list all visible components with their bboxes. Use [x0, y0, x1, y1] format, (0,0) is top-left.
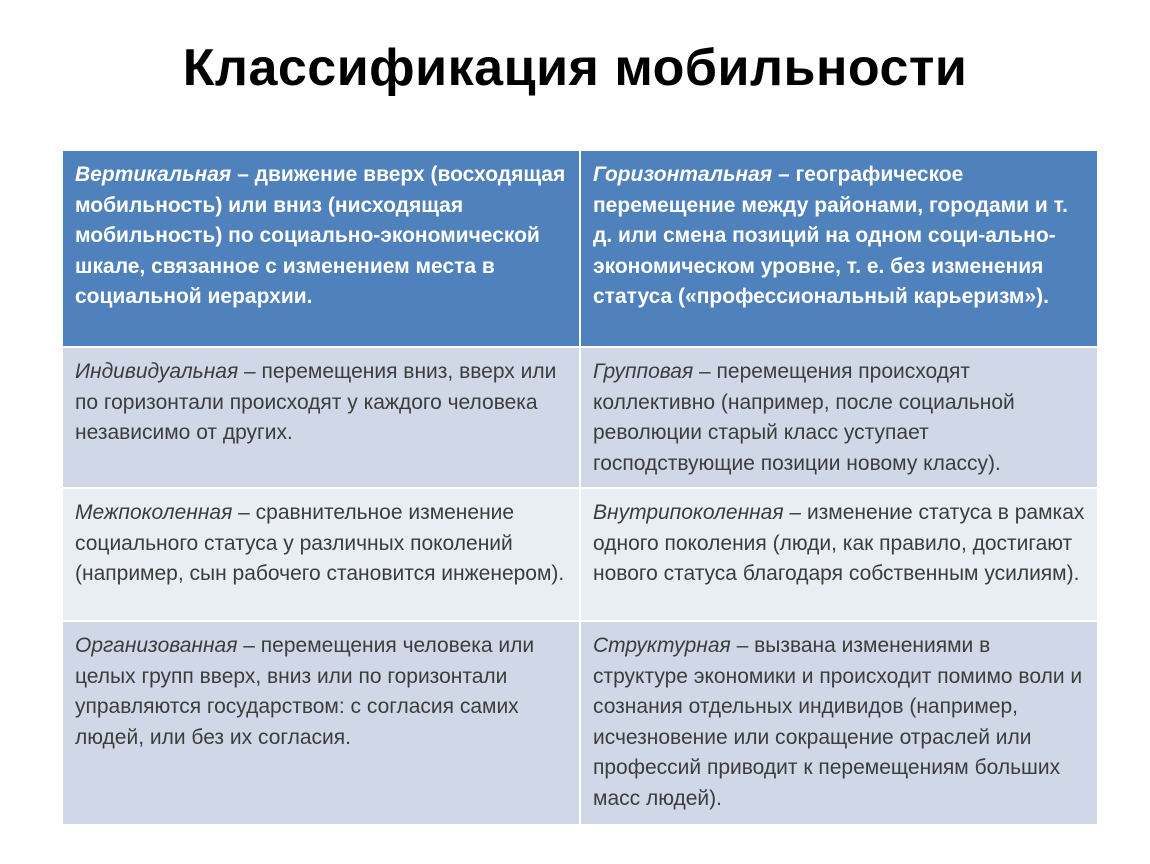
text-horizontal: – географическое перемещение между районами, городами и т. д. или смена позиций на одном соци-ально-экономическом уровне, т. е. без изменения статуса («профессиональный карьеризм»).	[593, 163, 1068, 308]
text-structural: – вызвана изменениями в структуре экономики и происходит помимо воли и сознания отдельных индивидов (например, исчезновение или сокращение отраслей или профессий приводит к перемещениям больших масс людей).	[593, 634, 1083, 810]
term-intragenerational: Внутрипоколенная	[593, 501, 784, 524]
cell-structural	[580, 621, 1097, 825]
text-group: – перемещения происходят коллективно (например, после социальной революции старый класс уступает господствующие позиции новому классу).	[593, 360, 1015, 475]
cell-horizontal	[580, 151, 1097, 347]
cell-group	[580, 347, 1097, 488]
cell-individual	[63, 347, 580, 488]
term-structural: Структурная	[593, 634, 731, 657]
term-vertical: Вертикальная	[75, 163, 232, 186]
cell-intragenerational	[580, 488, 1097, 621]
table-row	[63, 621, 1097, 825]
cell-vertical	[63, 151, 580, 347]
table-row	[63, 347, 1097, 488]
cell-intergenerational	[63, 488, 580, 621]
text-intragenerational: – изменение статуса в рамках одного поколения (люди, как правило, достигают нового статуса благодаря собственным усилиям).	[593, 501, 1085, 585]
term-individual: Индивидуальная	[75, 360, 239, 383]
table-row	[63, 488, 1097, 621]
text-vertical: – движение вверх (восходящая мобильность) или вниз (нисходящая мобильность) по социально-экономической шкале, связанное с изменением места в социальной иерархии.	[75, 163, 566, 308]
text-organized: – перемещения человека или целых групп вверх, вниз или по горизонтали управляются государством: с согласия самих людей, или без их согласия.	[75, 634, 535, 749]
term-intergenerational: Межпоколенная	[75, 501, 233, 524]
text-intergenerational: – сравнительное изменение социального статуса у различных поколений (например, сын рабочего становится инженером).	[75, 501, 565, 585]
mobility-classification-table	[63, 151, 1097, 826]
term-horizontal: Горизонтальная	[593, 163, 773, 186]
term-group: Групповая	[593, 360, 694, 383]
table-row-header	[63, 151, 1097, 347]
cell-organized	[63, 621, 580, 825]
term-organized: Организованная	[75, 634, 238, 657]
text-individual: – перемещения вниз, вверх или по горизонтали происходят у каждого человека независимо от других.	[75, 360, 557, 444]
slide-title: Классификация мобильности	[182, 39, 968, 97]
